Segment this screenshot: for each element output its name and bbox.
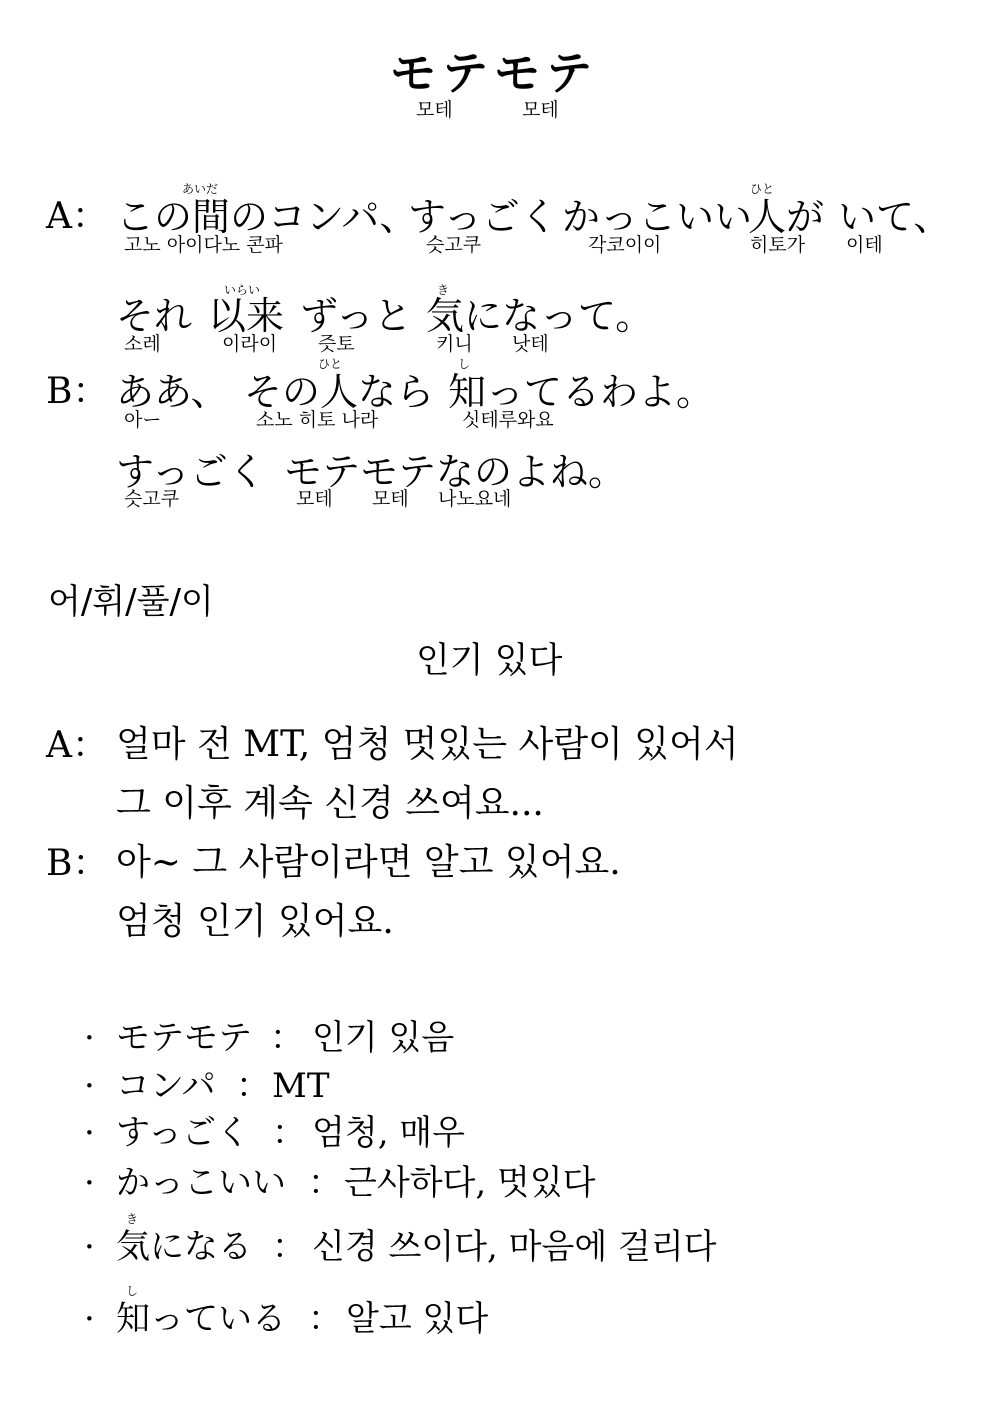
translation-line: 아~ 그 사람이라면 알고 있어요. xyxy=(116,842,621,883)
vocab-meaning: 엄청, 매우 xyxy=(312,1113,465,1153)
vocab-meaning: 신경 쓰이다, 마음에 걸리다 xyxy=(312,1227,717,1267)
jp-phrase: すっごく xyxy=(116,450,266,494)
jp-phrase: ずっと xyxy=(300,294,412,338)
reading: 즛토 xyxy=(318,333,355,355)
translation-line: 그 이후 계속 신경 쓰여요... xyxy=(116,783,544,824)
reading: 이라이 xyxy=(222,333,278,355)
vocab-heading: 어/휘/풀/이 xyxy=(48,582,214,622)
ruby-hito: ひと xyxy=(750,182,775,196)
translation-line: 엄청 인기 있어요. xyxy=(116,901,394,942)
reading: 슷고쿠 xyxy=(426,234,482,256)
vocab-term: 気になる xyxy=(116,1227,252,1267)
reading: 히토가 xyxy=(750,234,806,256)
vocab-sep: ： xyxy=(236,1066,270,1106)
reading: 고노 아이다노 콘파 xyxy=(124,234,283,256)
vocab-sep: ： xyxy=(308,1299,342,1339)
ruby-shi: し xyxy=(458,357,471,371)
vocab-meaning: 알고 있다 xyxy=(346,1299,489,1339)
reading: 나노요네 xyxy=(438,488,512,510)
ruby-hito: ひと xyxy=(318,357,343,371)
vocab-term: 知っている xyxy=(116,1299,286,1339)
jp-phrase: その人なら xyxy=(244,370,435,414)
bullet: · xyxy=(84,1018,95,1058)
jp-phrase: それ xyxy=(116,294,193,338)
vocab-term: かっこいい xyxy=(116,1163,286,1203)
translation-line: 얼마 전 MT, 엄청 멋있는 사람이 있어서 xyxy=(116,724,739,765)
vocab-sep: ： xyxy=(272,1113,306,1153)
reading: 각코이이 xyxy=(588,234,662,256)
ruby-aida: あいだ xyxy=(182,182,219,196)
bullet: · xyxy=(84,1066,95,1106)
speaker-a: A： xyxy=(46,196,108,237)
expression-meaning: 인기 있다 xyxy=(416,641,563,681)
jp-phrase: 人が xyxy=(748,195,825,239)
jp-phrase: モテモテなのよね。 xyxy=(284,450,627,494)
speaker-b: B： xyxy=(46,371,109,412)
jp-phrase: 以来 xyxy=(208,294,285,338)
ruby-ki: き xyxy=(126,1212,139,1226)
jp-phrase: 気になって。 xyxy=(426,294,654,338)
vocab-term: モテモテ xyxy=(116,1018,252,1058)
jp-phrase: すっごく xyxy=(408,195,558,239)
vocab-meaning: 인기 있음 xyxy=(312,1018,455,1058)
ruby-ki: き xyxy=(437,283,450,297)
jp-phrase: いて、 xyxy=(838,195,952,239)
reading: 낫테 xyxy=(512,333,549,355)
ruby-shi: し xyxy=(126,1284,139,1298)
jp-phrase: かっこいい xyxy=(562,195,753,239)
reading: 이테 xyxy=(846,234,883,256)
jp-phrase: この間のコンパ、 xyxy=(116,195,418,239)
vocab-meaning: MT xyxy=(272,1066,330,1106)
ruby-irai: いらい xyxy=(224,283,261,297)
bullet: · xyxy=(84,1299,95,1339)
jp-phrase: 知ってるわよ。 xyxy=(448,370,715,414)
vocab-term: すっごく xyxy=(116,1113,250,1153)
bullet: · xyxy=(84,1227,95,1267)
jp-phrase: ああ、 xyxy=(116,370,229,414)
reading: 키니 xyxy=(436,333,473,355)
title-reading-2: 모테 xyxy=(522,99,559,121)
vocab-meaning: 근사하다, 멋있다 xyxy=(344,1163,596,1203)
reading: 소레 xyxy=(124,333,161,355)
reading: 싯테루와요 xyxy=(462,409,554,431)
title-reading-1: 모테 xyxy=(416,99,453,121)
speaker-a: A： xyxy=(46,725,108,766)
vocab-sep: ： xyxy=(270,1018,304,1058)
reading: 슷고쿠 xyxy=(124,488,180,510)
bullet: · xyxy=(84,1113,95,1153)
reading: 소노 히토 나라 xyxy=(256,409,379,431)
reading: 아ー xyxy=(124,409,162,431)
speaker-b: B： xyxy=(46,843,109,884)
vocab-sep: ： xyxy=(308,1163,342,1203)
reading: 모테 xyxy=(372,488,409,510)
page-title: モテモテ xyxy=(390,46,598,100)
reading: 모테 xyxy=(296,488,333,510)
vocab-term: コンパ xyxy=(116,1066,216,1106)
bullet: · xyxy=(84,1163,95,1203)
vocab-sep: ： xyxy=(272,1227,306,1267)
